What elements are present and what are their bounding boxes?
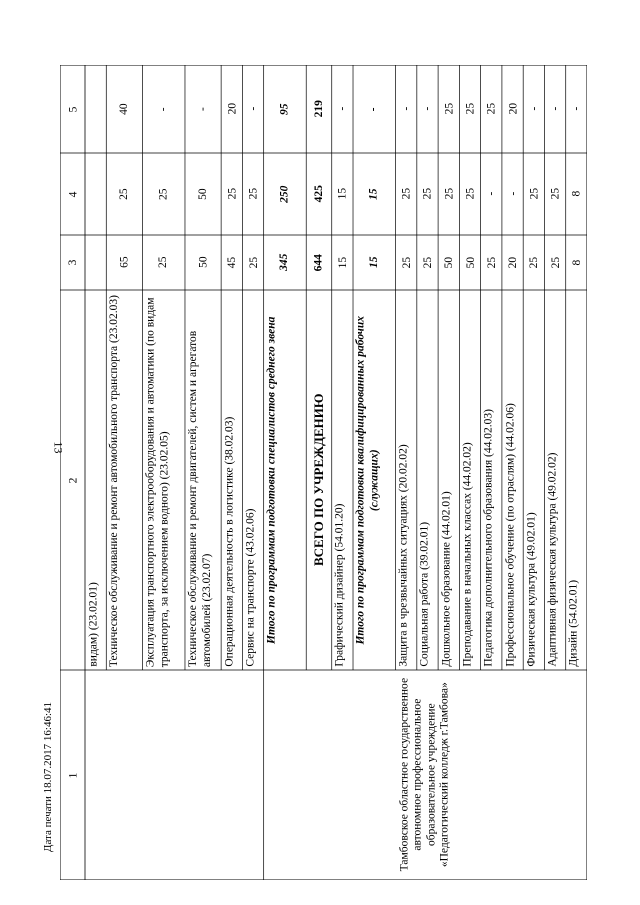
row-value-c5: -	[527, 107, 540, 111]
row-name: Преподавание в начальных классах (44.02.02)	[461, 442, 474, 667]
row-name: Итого по программам подготовки квалифицированных рабочих (служащих)	[355, 315, 381, 645]
row-name: Графический дизайнер (54.01.20)	[333, 503, 346, 667]
row-value-c3: 50	[463, 256, 476, 269]
row-value-c5: 20	[506, 103, 519, 115]
row-value-c3: 25	[247, 256, 260, 269]
row-name: Операционная деятельность в логистике (38.02.03)	[223, 416, 236, 667]
row-value-c5: 95	[278, 103, 291, 115]
row-value-c3: 644	[312, 253, 325, 272]
row-value-c5: 40	[118, 103, 131, 115]
row-value-c5: -	[247, 107, 260, 111]
institution-name: Тамбовское областное государственное автономное профессиональное образовательное учреждение «Педагогический колледж г.Тамбова»	[398, 678, 451, 872]
row-value-c3: 25	[400, 256, 413, 269]
row-value-c5	[85, 65, 106, 153]
row-value-c3: 25	[527, 256, 540, 269]
row-value-c4: 25	[549, 188, 562, 200]
row-value-c3: 25	[549, 256, 562, 269]
row-name: Защита в чрезвычайных ситуациях (20.02.02)	[397, 444, 410, 667]
row-name: Социальная работа (39.02.01)	[418, 522, 431, 667]
row-value-c5: -	[157, 107, 170, 111]
row-name: Сервис на транспорте (43.02.06)	[244, 508, 257, 667]
header-col-5: 5	[66, 106, 79, 112]
header-col-2: 2	[66, 477, 79, 483]
row-value-c4: -	[485, 192, 498, 196]
row-value-c4: 25	[118, 188, 131, 200]
row-value-c5: 20	[225, 103, 238, 115]
row-name: видам) (23.02.01)	[87, 582, 100, 667]
row-value-c3: 25	[485, 256, 498, 269]
row-name: Эксплуатация транспортного электрооборудования и автоматики (по видам транспорта, за исключением водного) (23.02.05)	[144, 297, 171, 667]
row-value-c5: 219	[312, 100, 325, 118]
row-value-c5: -	[197, 107, 210, 111]
row-value-c4: 25	[442, 188, 455, 200]
row-value-c3: 50	[197, 256, 210, 269]
row-value-c4: 25	[421, 188, 434, 200]
row-value-c3	[85, 235, 106, 290]
header-col-1: 1	[66, 772, 79, 778]
row-value-c4: 25	[247, 188, 260, 200]
row-name: Педагогика дополнительного образования (44.02.03)	[482, 409, 495, 667]
row-value-c5: -	[570, 107, 583, 111]
row-value-c4: 425	[312, 185, 325, 203]
row-value-c5: 25	[442, 103, 455, 115]
row-value-c4: 15	[368, 188, 381, 200]
row-value-c3: 25	[421, 256, 434, 269]
row-name: Дизайн (54.02.01)	[567, 580, 580, 667]
row-value-c5: -	[368, 107, 381, 111]
row-value-c3: 50	[442, 256, 455, 269]
row-value-c3: 345	[278, 253, 291, 272]
row-value-c4: 250	[278, 185, 291, 203]
row-value-c4: 25	[225, 188, 238, 200]
row-name: ВСЕГО ПО УЧРЕЖДЕНИЮ	[311, 393, 327, 567]
row-value-c5: -	[400, 107, 413, 111]
row-value-c5: 25	[463, 103, 476, 115]
row-value-c5: 25	[485, 103, 498, 115]
page-number: 13	[51, 441, 66, 454]
row-value-c4: 25	[157, 188, 170, 200]
row-value-c3: 15	[336, 256, 349, 269]
row-name: Физическая культура (49.02.01)	[525, 512, 538, 667]
header-col-3: 3	[66, 259, 79, 266]
row-value-c3: 15	[368, 256, 381, 269]
row-name: Итого по программам подготовки специалистов среднего звена	[265, 316, 278, 644]
row-value-c4	[85, 153, 106, 235]
row-value-c3: 25	[157, 256, 170, 269]
row-name: Адаптивная физическая культура (49.02.02)	[546, 452, 559, 667]
row-value-c4: 8	[570, 191, 583, 197]
row-value-c5: -	[421, 107, 434, 111]
row-value-c4: 25	[400, 188, 413, 200]
header-col-4: 4	[66, 191, 79, 197]
row-value-c4: 25	[463, 188, 476, 200]
row-value-c4: -	[506, 192, 519, 196]
row-name: Профессиональное обучение (по отраслям) (44.02.06)	[503, 403, 516, 667]
row-value-c5: -	[549, 107, 562, 111]
row-value-c4: 25	[527, 188, 540, 200]
row-name: Дошкольное образование (44.02.01)	[440, 491, 453, 667]
row-value-c3: 8	[570, 259, 583, 266]
row-value-c3: 65	[118, 256, 131, 269]
row-value-c4: 50	[197, 188, 210, 200]
row-value-c3: 45	[225, 256, 238, 269]
rotated-table	[60, 65, 587, 880]
row-value-c4: 15	[336, 188, 349, 200]
row-name: Техническое обслуживание и ремонт двигателей, систем и агрегатов автомобилей (23.02.07)	[186, 330, 213, 667]
row-value-c5: -	[336, 107, 349, 111]
print-date: Дата печати 18.07.2017 16:46:41	[42, 701, 54, 853]
row-value-c3: 20	[506, 256, 519, 269]
row-name: Техническое обслуживание и ремонт автомобильного транспорта (23.02.03)	[108, 294, 121, 667]
